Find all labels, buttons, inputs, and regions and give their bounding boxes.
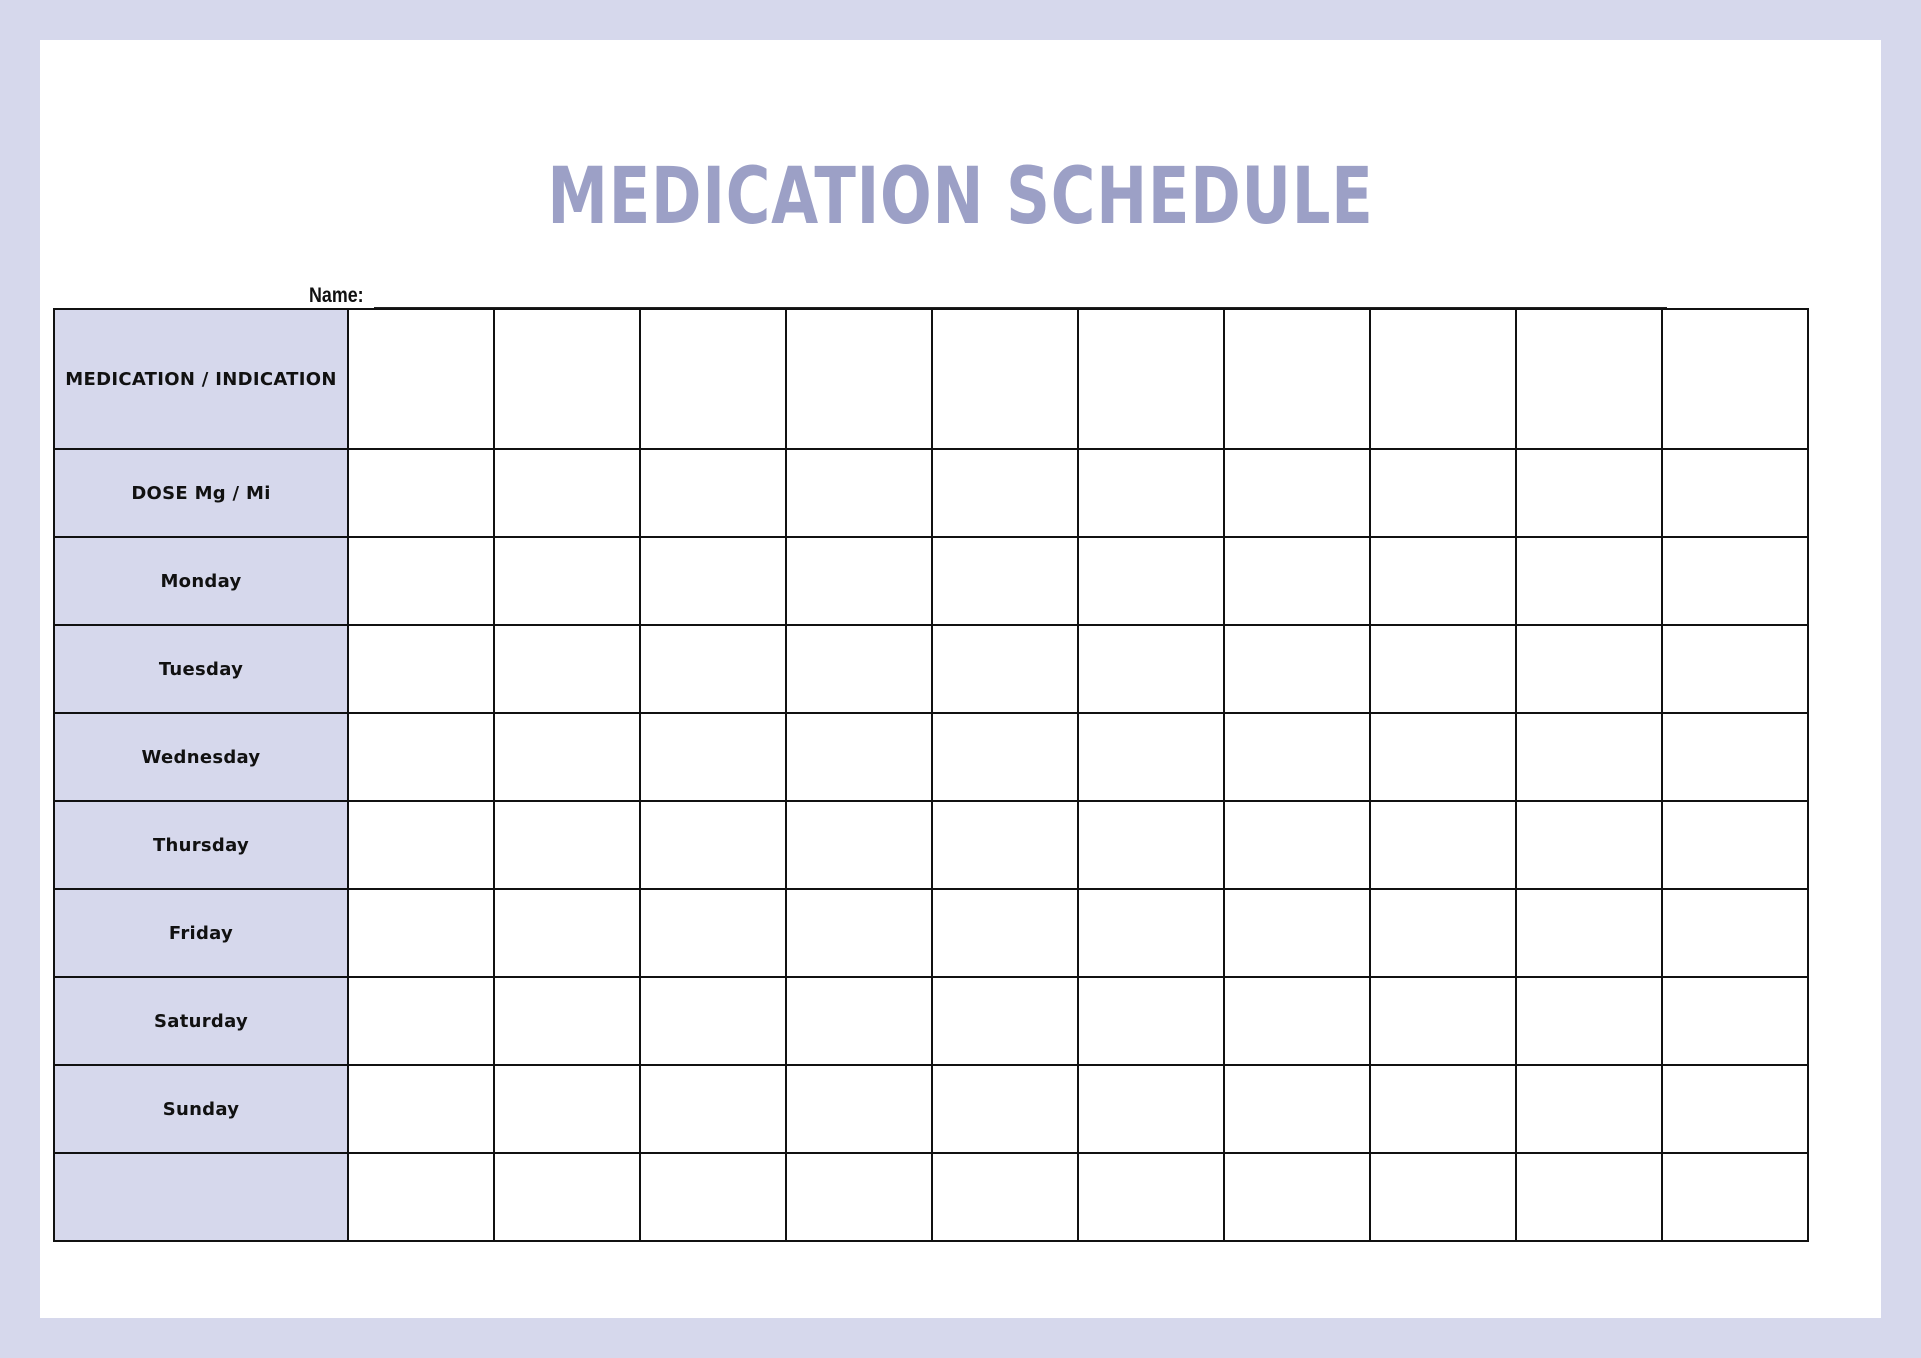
schedule-cell[interactable] [348, 1065, 494, 1153]
schedule-cell[interactable] [494, 889, 640, 977]
schedule-cell[interactable] [1224, 449, 1370, 537]
schedule-cell[interactable] [1370, 1153, 1516, 1241]
schedule-cell[interactable] [1370, 537, 1516, 625]
schedule-cell[interactable] [1662, 889, 1808, 977]
schedule-cell[interactable] [932, 537, 1078, 625]
schedule-cell[interactable] [1662, 977, 1808, 1065]
page-title: MEDICATION SCHEDULE [547, 152, 1374, 242]
schedule-cell[interactable] [1078, 977, 1224, 1065]
schedule-cell[interactable] [932, 977, 1078, 1065]
schedule-cell[interactable] [640, 977, 786, 1065]
schedule-cell[interactable] [494, 449, 640, 537]
schedule-cell[interactable] [1516, 1065, 1662, 1153]
schedule-cell[interactable] [494, 537, 640, 625]
schedule-cell[interactable] [1370, 625, 1516, 713]
schedule-cell[interactable] [494, 977, 640, 1065]
schedule-cell[interactable] [640, 537, 786, 625]
schedule-cell[interactable] [1078, 1153, 1224, 1241]
schedule-table [53, 308, 1809, 1242]
schedule-cell[interactable] [1370, 889, 1516, 977]
schedule-cell[interactable] [1224, 309, 1370, 449]
schedule-cell[interactable] [640, 801, 786, 889]
schedule-cell[interactable] [1224, 889, 1370, 977]
schedule-cell[interactable] [1224, 713, 1370, 801]
table-row [54, 625, 1808, 713]
schedule-cell[interactable] [932, 1153, 1078, 1241]
schedule-cell[interactable] [640, 449, 786, 537]
schedule-cell[interactable] [1078, 801, 1224, 889]
schedule-cell[interactable] [1370, 1065, 1516, 1153]
schedule-cell[interactable] [1662, 801, 1808, 889]
schedule-cell[interactable] [932, 309, 1078, 449]
schedule-cell[interactable] [786, 977, 932, 1065]
schedule-cell[interactable] [1078, 309, 1224, 449]
row-label: Sunday [54, 1065, 348, 1153]
schedule-cell[interactable] [1370, 977, 1516, 1065]
schedule-cell[interactable] [1370, 713, 1516, 801]
schedule-cell[interactable] [1224, 1153, 1370, 1241]
table-row [54, 309, 1808, 449]
schedule-cell[interactable] [1078, 1065, 1224, 1153]
schedule-cell[interactable] [640, 713, 786, 801]
schedule-cell[interactable] [348, 1153, 494, 1241]
schedule-cell[interactable] [1662, 713, 1808, 801]
table-row [54, 1065, 1808, 1153]
schedule-cell[interactable] [640, 889, 786, 977]
row-label: Thursday [54, 801, 348, 889]
schedule-cell[interactable] [1078, 537, 1224, 625]
schedule-cell[interactable] [932, 1065, 1078, 1153]
row-label: DOSE Mg / Mi [54, 449, 348, 537]
schedule-cell[interactable] [1662, 1153, 1808, 1241]
schedule-cell[interactable] [1516, 309, 1662, 449]
schedule-cell[interactable] [786, 801, 932, 889]
schedule-cell[interactable] [1662, 625, 1808, 713]
schedule-cell[interactable] [348, 889, 494, 977]
schedule-cell[interactable] [1516, 889, 1662, 977]
schedule-cell[interactable] [640, 1153, 786, 1241]
schedule-cell[interactable] [1516, 801, 1662, 889]
schedule-cell[interactable] [1370, 801, 1516, 889]
row-label: Friday [54, 889, 348, 977]
schedule-cell[interactable] [1224, 537, 1370, 625]
schedule-cell[interactable] [1078, 625, 1224, 713]
schedule-cell[interactable] [932, 889, 1078, 977]
table-row [54, 889, 1808, 977]
schedule-cell[interactable] [1078, 713, 1224, 801]
schedule-cell[interactable] [1516, 449, 1662, 537]
schedule-cell[interactable] [494, 625, 640, 713]
name-label: Name: [309, 284, 364, 307]
schedule-cell[interactable] [786, 713, 932, 801]
schedule-cell[interactable] [1516, 537, 1662, 625]
schedule-cell[interactable] [494, 309, 640, 449]
schedule-cell[interactable] [348, 537, 494, 625]
schedule-cell[interactable] [348, 977, 494, 1065]
schedule-cell[interactable] [1516, 1153, 1662, 1241]
schedule-cell[interactable] [1662, 1065, 1808, 1153]
schedule-cell[interactable] [1224, 1065, 1370, 1153]
table-row [54, 449, 1808, 537]
schedule-cell[interactable] [786, 889, 932, 977]
schedule-cell[interactable] [1078, 889, 1224, 977]
schedule-cell[interactable] [640, 625, 786, 713]
schedule-cell[interactable] [1370, 309, 1516, 449]
schedule-cell[interactable] [494, 1065, 640, 1153]
schedule-cell[interactable] [932, 801, 1078, 889]
schedule-cell[interactable] [348, 801, 494, 889]
row-label: Wednesday [54, 713, 348, 801]
schedule-cell[interactable] [494, 713, 640, 801]
schedule-cell[interactable] [494, 1153, 640, 1241]
schedule-cell[interactable] [1078, 449, 1224, 537]
schedule-cell[interactable] [932, 625, 1078, 713]
table-row [54, 801, 1808, 889]
schedule-cell[interactable] [932, 713, 1078, 801]
schedule-cell[interactable] [348, 449, 494, 537]
schedule-cell[interactable] [786, 449, 932, 537]
table-row [54, 537, 1808, 625]
schedule-cell[interactable] [640, 1065, 786, 1153]
schedule-cell[interactable] [1662, 309, 1808, 449]
row-label: Monday [54, 537, 348, 625]
schedule-cell[interactable] [348, 625, 494, 713]
schedule-cell[interactable] [348, 713, 494, 801]
schedule-cell[interactable] [932, 449, 1078, 537]
table-row [54, 1153, 1808, 1241]
schedule-cell[interactable] [786, 1153, 932, 1241]
schedule-cell[interactable] [786, 1065, 932, 1153]
schedule-cell[interactable] [1224, 801, 1370, 889]
schedule-cell[interactable] [1370, 449, 1516, 537]
table-row [54, 713, 1808, 801]
schedule-cell[interactable] [1516, 713, 1662, 801]
schedule-cell[interactable] [786, 309, 932, 449]
table-row [54, 977, 1808, 1065]
row-label [54, 1153, 348, 1241]
schedule-cell[interactable] [640, 309, 786, 449]
schedule-cell[interactable] [1662, 449, 1808, 537]
schedule-cell[interactable] [786, 537, 932, 625]
schedule-cell[interactable] [1224, 977, 1370, 1065]
row-label: Saturday [54, 977, 348, 1065]
schedule-cell[interactable] [1224, 625, 1370, 713]
schedule-cell[interactable] [348, 309, 494, 449]
schedule-cell[interactable] [1662, 537, 1808, 625]
schedule-cell[interactable] [494, 801, 640, 889]
schedule-cell[interactable] [1516, 977, 1662, 1065]
row-label: Tuesday [54, 625, 348, 713]
row-label: MEDICATION / INDICATION [54, 309, 348, 449]
schedule-cell[interactable] [786, 625, 932, 713]
schedule-cell[interactable] [1516, 625, 1662, 713]
